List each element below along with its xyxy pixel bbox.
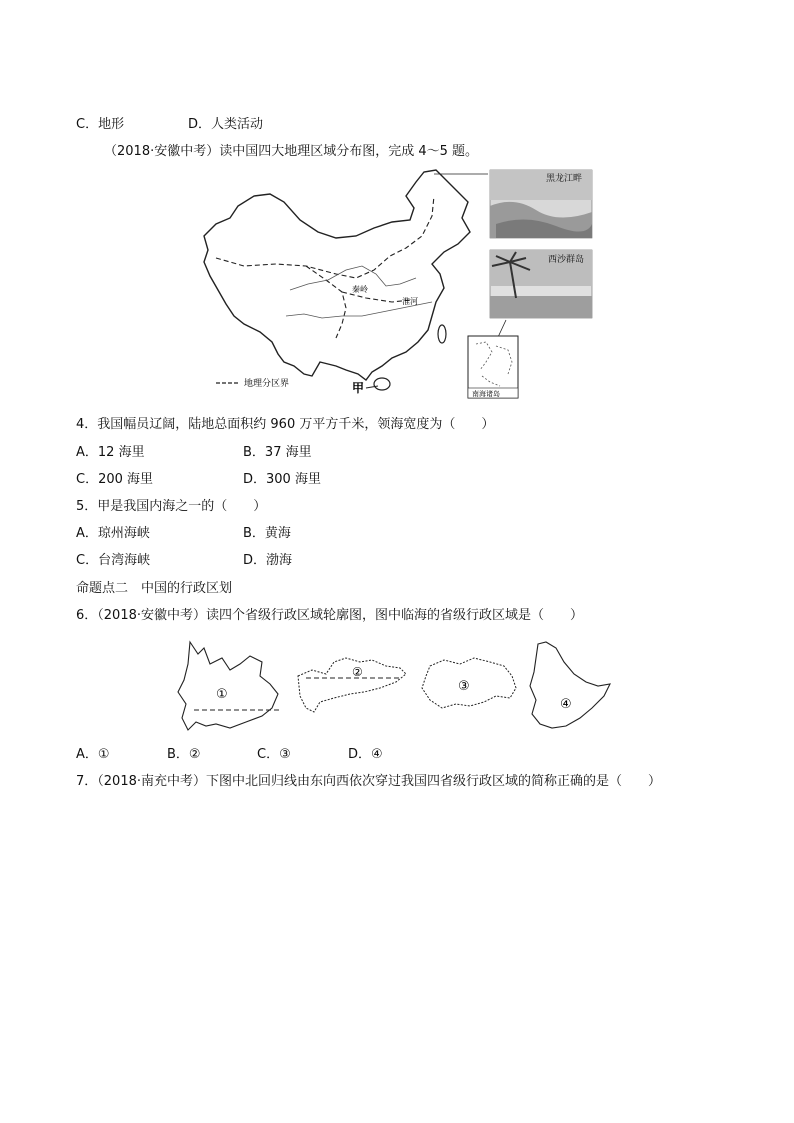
- south-china-sea-inset: [468, 336, 518, 398]
- question-4: 4．我国幅员辽阔，陆地总面积约 960 万平方千米，领海宽度为（ ）: [76, 417, 495, 432]
- question-6: 6．（2018·安徽中考）读四个省级行政区域轮廓图，图中临海的省级行政区域是（ ）: [76, 608, 583, 623]
- photo-xisha-label: 西沙群岛: [548, 255, 585, 265]
- label-huaihe: 淮河: [402, 297, 418, 306]
- province-outline-1: [178, 642, 278, 730]
- photo-xisha: [490, 250, 592, 318]
- q4-option-b: B．37 海里: [243, 445, 312, 460]
- province-outlines-figure: [174, 636, 620, 734]
- photo-heilongjiang-label: 黑龙江畔: [546, 174, 583, 184]
- q4-option-c: C．200 海里: [76, 472, 154, 487]
- question-5: 5．甲是我国内海之一的（ ）: [76, 499, 267, 514]
- province-outline-4: [530, 642, 610, 728]
- china-regions-map-figure: [196, 166, 596, 400]
- region-boundary-north: [216, 196, 434, 278]
- province-2-label: ②: [352, 665, 363, 679]
- intro-questions-4-5: （2018·安徽中考）读中国四大地理区域分布图，完成 4～5 题。: [104, 144, 479, 159]
- legend-label: 地理分区界: [244, 379, 290, 389]
- photo-heilongjiang: [490, 170, 592, 238]
- hainan-island: [374, 378, 390, 390]
- q6-option-a: A．①: [76, 747, 110, 762]
- q3-option-d: D．人类活动: [188, 117, 264, 132]
- marker-jia: 甲: [352, 381, 365, 395]
- label-qinling: 秦岭: [352, 285, 368, 294]
- q6-option-d: D．④: [348, 747, 383, 762]
- q6-option-b: B．②: [167, 747, 201, 762]
- q3-option-c: C．地形: [76, 117, 125, 132]
- q5-option-b: B．黄海: [243, 526, 291, 541]
- inset-label: 南海诸岛: [472, 390, 500, 398]
- q4-option-a: A．12 海里: [76, 445, 145, 460]
- province-3-label: ③: [458, 679, 470, 694]
- section-heading: 命题点二 中国的行政区划: [76, 581, 233, 596]
- province-1-label: ①: [216, 687, 228, 702]
- taiwan-island: [438, 325, 446, 343]
- q4-option-d: D．300 海里: [243, 472, 321, 487]
- region-boundary-qinghai: [306, 266, 346, 338]
- question-7: 7．（2018·南充中考）下图中北回归线由东向西依次穿过我国四省级行政区域的简称正确的是（ ）: [76, 774, 661, 789]
- province-4-label: ④: [560, 697, 572, 712]
- q5-option-c: C．台湾海峡: [76, 553, 151, 568]
- q5-option-a: A．琼州海峡: [76, 526, 150, 541]
- china-map-svg: [196, 166, 596, 400]
- q5-option-d: D．渤海: [243, 553, 293, 568]
- province-outlines-svg: [174, 636, 620, 734]
- q6-option-c: C．③: [257, 747, 291, 762]
